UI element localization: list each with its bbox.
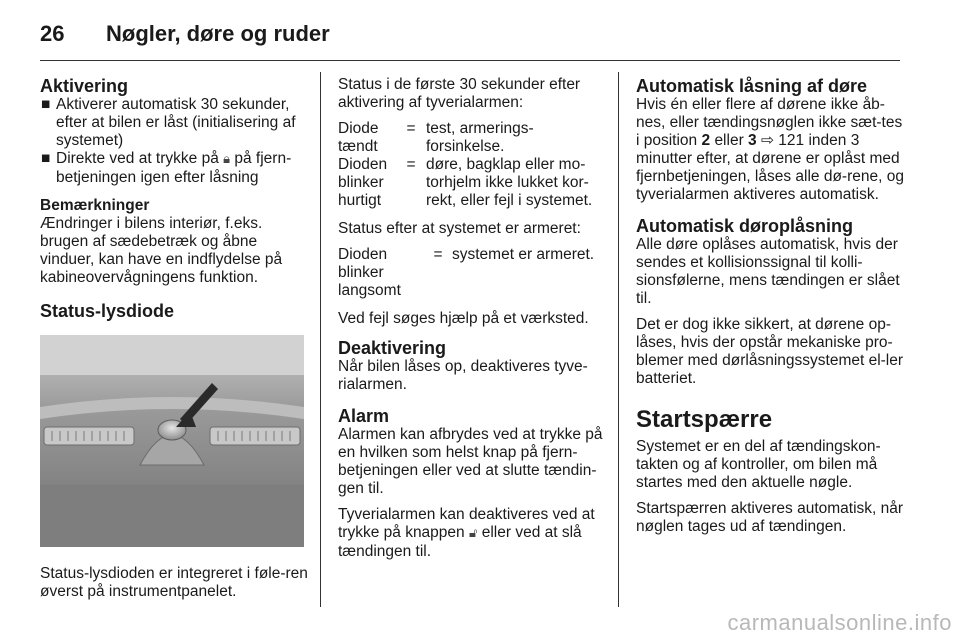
table-row [338,120,606,156]
list-item [40,96,308,150]
autounlock-text: Alle døre oplåses automatisk, hvis der sendes et kollisionssignal til kolli-sionsfølerne, mens tændingen er slået til. [636,236,900,307]
state-cell: Dioden blinker langsomt [338,246,401,299]
list-item-text: Direkte ved at trykke på [56,150,219,167]
immobiliser-text: Systemet er en del af tændingskon-takten og af kontroller, om bilen må startes med den aktuelle nøgle. [636,438,881,491]
eq-cell: = [433,246,443,263]
list-item-text: Aktiverer automatisk 30 sekunder, efter at bilen er låst (initialisering af systemet) [56,96,296,149]
immobiliser-heading: Startspærre [636,406,773,433]
status-heading: Status-lysdiode [40,301,175,321]
aktivering-list [40,96,308,187]
column-divider-1 [320,72,321,607]
alarm-text-2 [338,506,606,561]
lock-key-icon: 🔒︎ [223,152,231,167]
meaning-cell: test, armerings-forsinkelse. [426,120,534,155]
unlock-key-icon: 🔓︎ [468,526,478,541]
list-item-text: på fjern-betjeningen igen efter låsning [56,150,292,186]
armed-intro: Status efter at systemet er armeret: [338,220,581,237]
column-2 [338,76,606,569]
column-3 [636,76,904,544]
bullet-icon: ■ [41,96,51,113]
header-rule [40,60,900,61]
table-row [338,246,594,300]
table-row [338,156,606,210]
notes-heading: Bemærkninger [40,197,150,214]
dashboard-illustration [40,335,304,547]
fault-text: Ved fejl søges hjælp på et værksted. [338,310,589,327]
photo-caption: Status-lysdioden er integreret i føle-ren øverst på instrumentpanelet. [40,565,308,600]
deaktivering-text: Når bilen låses op, deaktiveres tyve-rialarmen. [338,358,588,393]
status-intro: Status i de første 30 sekunder efter aktivering af tyverialarmen: [338,76,581,111]
aktivering-heading: Aktivering [40,76,129,96]
state-cell: Dioden blinker hurtigt [338,156,388,209]
autolock-heading: Automatisk låsning af døre [636,76,868,96]
notes-text: Ændringer i bilens interiør, f.eks. brugen af sædebetræk og åbne vinduer, kan have en indflydelse på kabineovervågningens funktion. [40,215,283,286]
deaktivering-heading: Deaktivering [338,338,447,358]
bullet-icon: ■ [41,150,51,167]
status-table-1 [338,120,606,210]
list-item [40,150,308,187]
autounlock-heading: Automatisk døroplåsning [636,216,854,236]
column-1 [40,76,308,609]
page-number: 26 [40,21,65,46]
column-divider-2 [618,72,619,607]
autolock-text [636,96,904,204]
status-table-2 [338,246,594,300]
alarm-text: Alarmen kan afbrydes ved at trykke på en hvilken som helst knap på fjern-betjeningen eller ved at slutte tændin-gen til. [338,426,603,497]
meaning-cell: døre, bagklap eller mo-torhjelm ikke lukket kor-rekt, eller fejl i systemet. [426,156,593,209]
alarm-heading: Alarm [338,406,390,426]
alarm-text-part: eller ved at slå tændingen til. [338,524,582,560]
autolock-text-part: inden 3 minutter efter, at dørene er oplåst med fjernbetjeningen, låses alle dø-rene, og tyverialarmen aktiveres automatisk. [636,132,904,203]
page-ref-arrow-icon: ⇨ [760,132,774,149]
position-3: 3 [748,132,757,149]
page-title: Nøgler, døre og ruder [106,21,330,46]
autounlock-text-2: Det er dog ikke sikkert, at dørene op-låses, hvis der opstår mekaniske pro-blemer med dørlåsningssystemet el-ler batteriet. [636,316,904,387]
eq-cell: = [406,120,416,137]
immobiliser-text-2: Startspærren aktiveres automatisk, når nøglen tages ud af tændingen. [636,500,904,535]
autolock-text-part: eller [714,132,744,149]
eq-cell: = [406,156,416,173]
dashboard-photo [40,335,304,547]
alarm-text-part: Tyverialarmen kan deaktiveres ved at trykke på knappen [338,506,595,541]
meaning-cell: systemet er armeret. [452,246,595,263]
watermark: carmanualsonline.info [727,610,952,635]
state-cell: Diode tændt [338,120,379,155]
page-header [40,14,330,54]
page-ref-number[interactable]: 121 [778,132,805,149]
autolock-text-part: Hvis én eller flere af dørene ikke åb-nes, eller tændingsnøglen ikke sæt-tes i position [636,96,903,149]
position-2: 2 [701,132,711,149]
